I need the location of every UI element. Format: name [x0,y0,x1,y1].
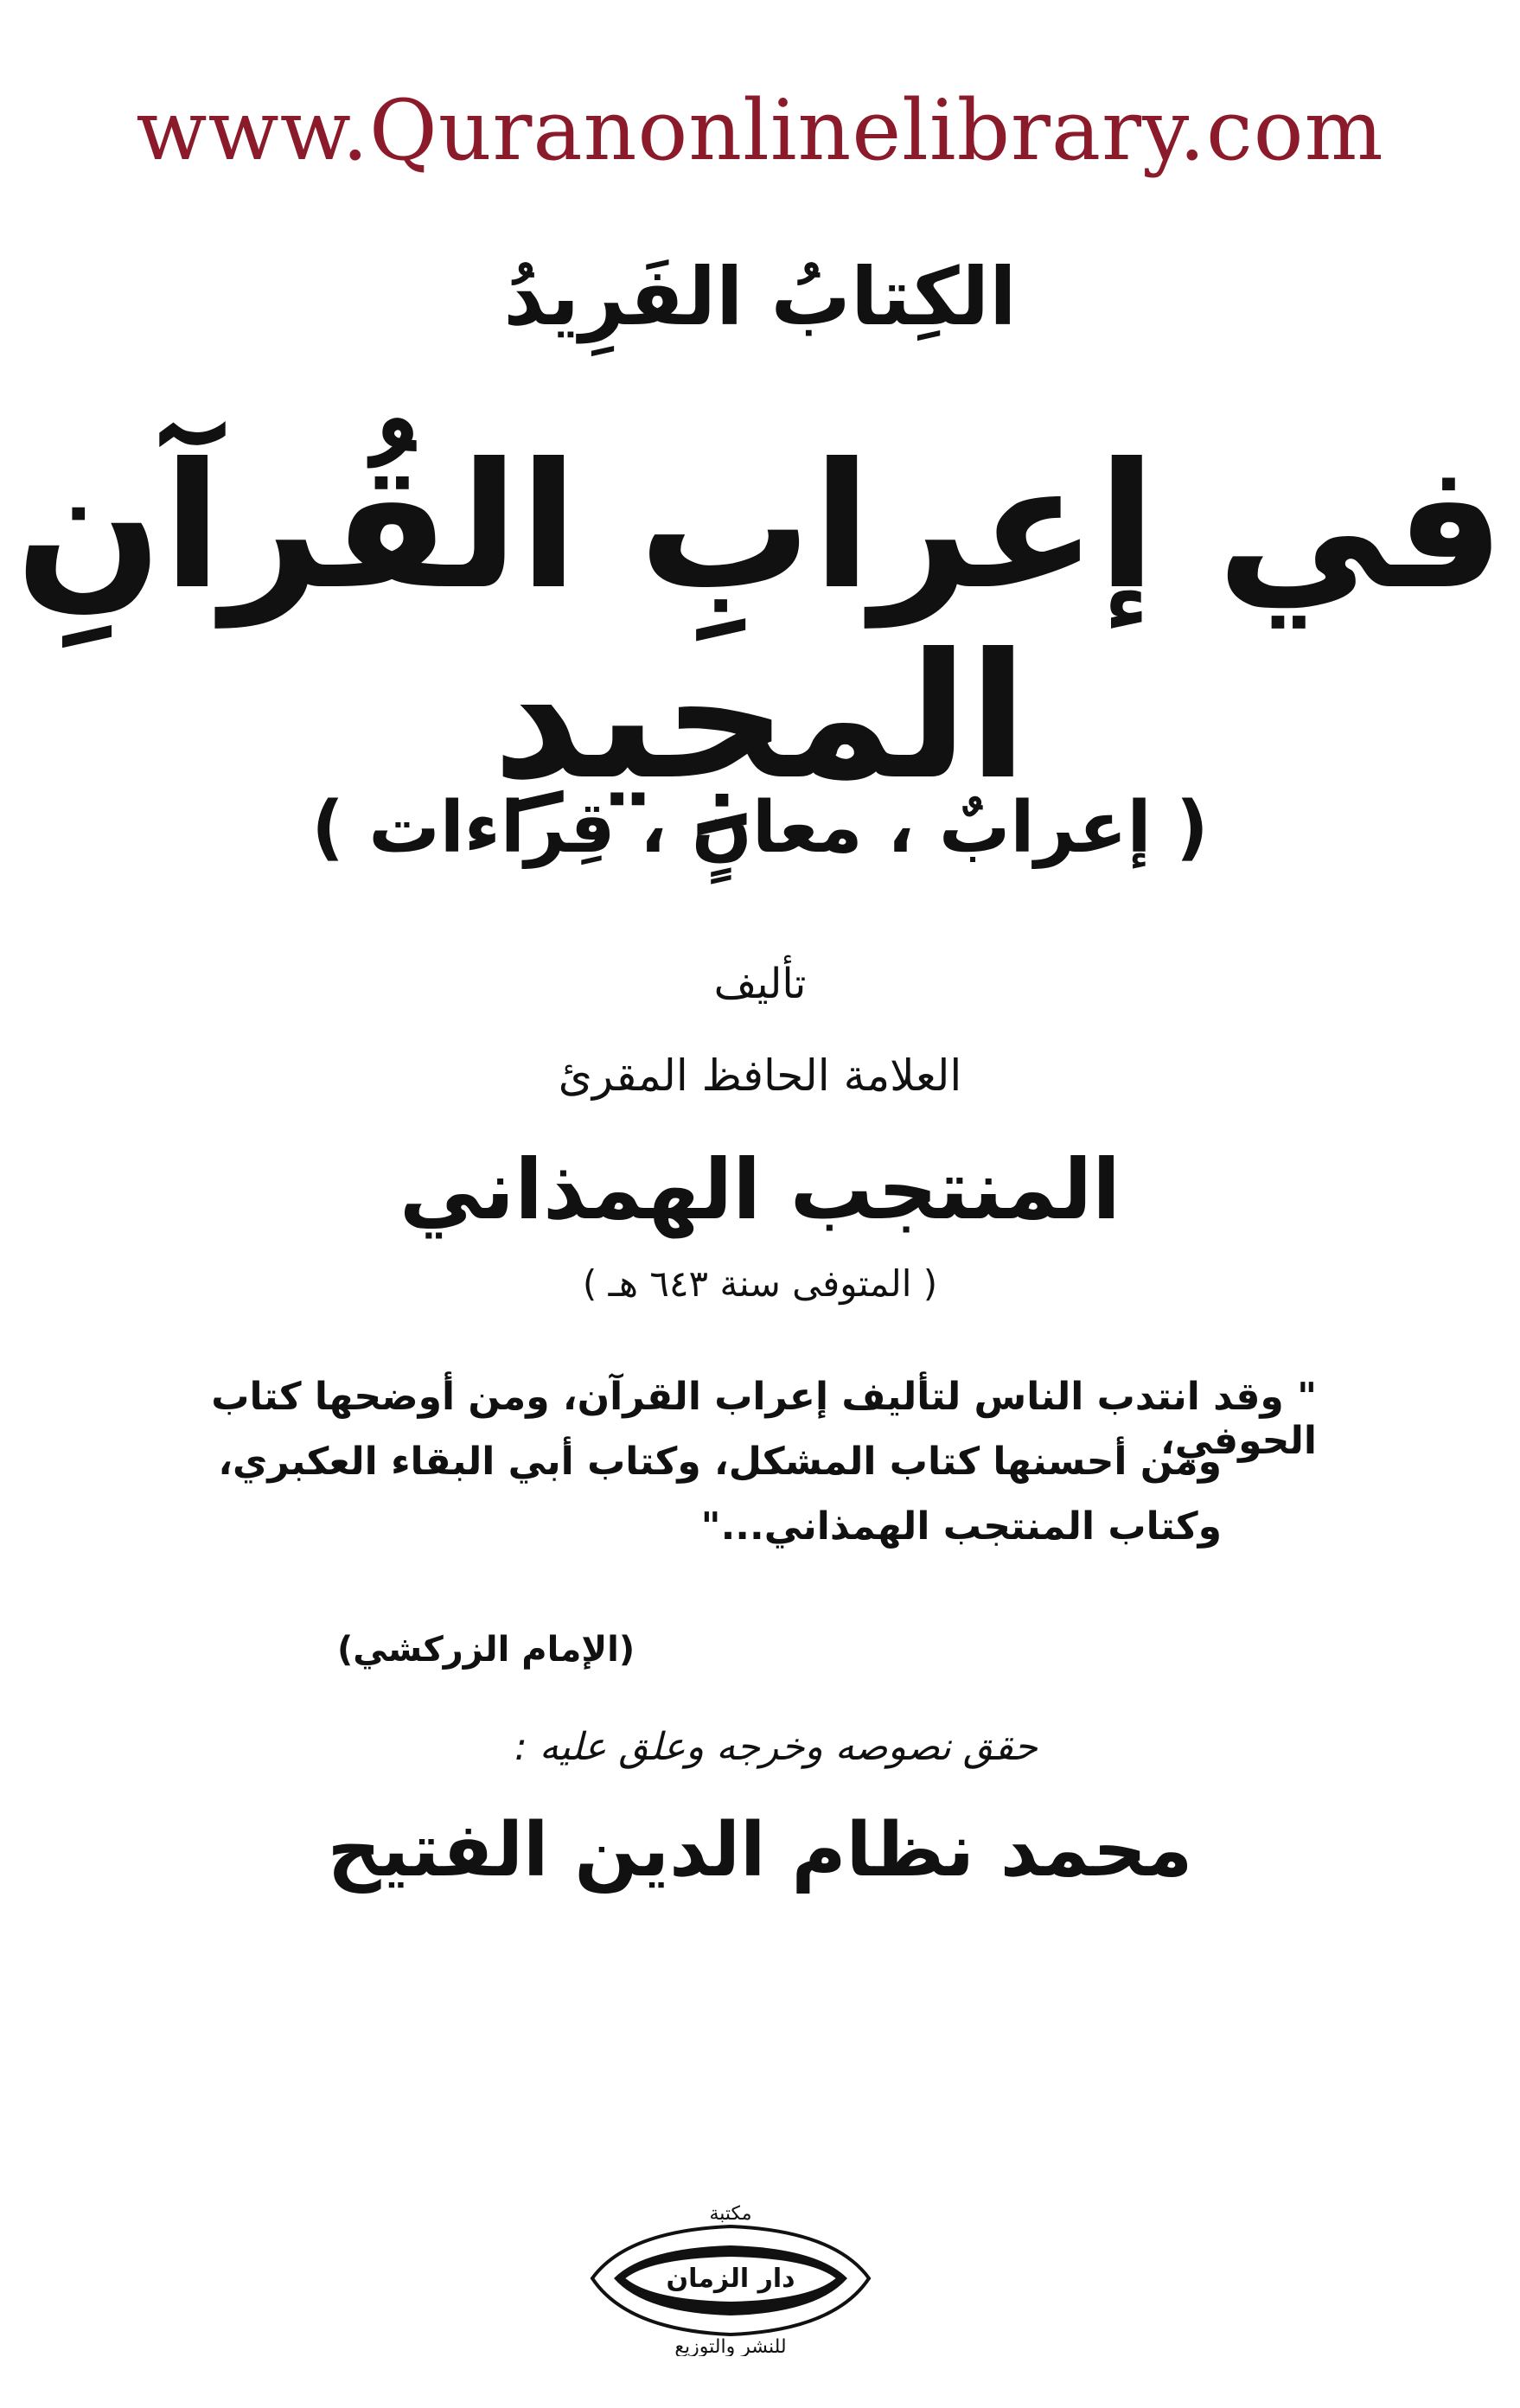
author-name: المنتجب الهمذاني [399,1141,1121,1238]
book-subtitle: ( إعرابٌ ، معانٍ ، قِراءات ) [311,787,1209,869]
quote-line: وكتاب المنتجب الهمذاني..." [700,1504,1222,1549]
quote-source: (الإمام الزركشي) [337,1630,635,1670]
publisher-top-text: مكتبة [709,2203,752,2225]
editor-name: محمد نظام الدين الفتيح [327,1807,1193,1894]
author-death-year: ( المتوفى سنة ٦٤٣ هـ ) [582,1262,938,1305]
author-rank: العلامة الحافظ المقرئ [558,1051,962,1101]
quote-line: ومن أحسنها كتاب المشكل، وكتاب أبي البقاء العكبري، [218,1440,1222,1484]
website-url[interactable]: www.Quranonlinelibrary.com [136,82,1384,179]
publisher-name-text: دار الزمان [666,2264,795,2294]
authored-label: تأليف [713,960,807,1008]
publisher-bottom-text: للنشر والتوزيع [674,2336,787,2356]
publisher-logo [575,2200,886,2356]
book-title-line1: الكِتابُ الفَرِيدُ [503,251,1017,343]
quote-line: " وقد انتدب الناس لتأليف إعراب القرآن، ومن أوضحها كتاب الحوفي، [211,1375,1317,1463]
book-title-line2: في إعرابِ القُرآنِ المجِيدِ [15,426,1505,818]
editor-label: حقق نصوصه وخرجه وعلق عليه : [514,1725,1038,1769]
